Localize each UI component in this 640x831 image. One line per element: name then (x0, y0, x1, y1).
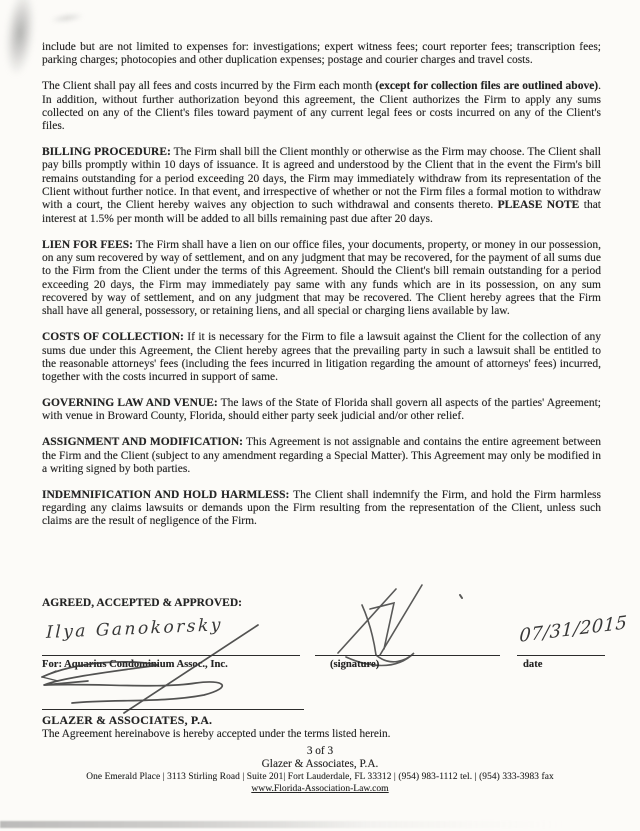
paragraph (42, 239, 601, 319)
scan-artifact-smudge (50, 12, 85, 25)
bold-text: (except for collection files are outlined above) (375, 80, 599, 93)
body-text: include but are not limited to expenses for: investigations; expert witness fees; court reporter fees; transcription fees; parking charges; photocopies and other duplication expenses; postage and courier charges and travel costs. (42, 41, 601, 67)
body-text: If it is necessary for the Firm to file a lawsuit against the Client for the collection of any sums due under this Agreement, the Client hereby agrees that the prevailing party in such a lawsuit shall be entitled to the reasonable attorneys' fees (including the fees incurred in litigation regarding the amount of attorneys' fees) incurred, together with the costs incurred in support of same. (42, 331, 602, 384)
paragraph (42, 397, 601, 424)
body-text: The Client shall indemnify the Firm, and hold the Firm harmless regarding any claims lawsuits or demands upon the Firm resulting from the representation of the Client, unless such claims are the result of negligence of the Firm. (42, 488, 602, 528)
footer-website-link[interactable]: www.Florida-Association-Law.com (251, 783, 389, 794)
body-text: The Firm shall have a lien on our office files, your documents, property, or money in our possession, on any sum recovered by way of settlement, and on any judgment that may be recovered, for the payment of all sums due to the Firm from the Client under the terms of this Agreement. Should the Client's bill remain outstanding for a period exceeding 20 days, the Firm may immediately pay same with any funds which are in its possession, on any sum recovered by way of settlement, and on any judgment that may be recovered. The Client hereby agrees that the Firm shall have all general, possessory, or retaining liens, and all special or charging liens available by law. (42, 238, 601, 318)
paragraph (42, 489, 601, 529)
bold-text: PLEASE NOTE (497, 199, 580, 212)
paragraph (42, 41, 601, 68)
scan-artifact-corner (2, 0, 39, 77)
body-text: that interest at 1.5% per month will be added to all bills remaining past due after 20 days. (42, 199, 602, 225)
page-number: 3 of 3 (306, 745, 334, 757)
date-label: date (523, 659, 543, 670)
body-text: This Agreement is not assignable and contains the entire agreement between the Firm and the Client (subject to any amendment regarding a Special Matter). This Agreement may only be modified in a writing signed by both parties. (42, 436, 601, 475)
acceptance-statement: The Agreement hereinabove is hereby accepted under the terms listed herein. (42, 728, 391, 740)
signer-for-label: For: Aquarius Condominium Assoc., Inc. (42, 659, 228, 670)
paragraph (42, 331, 601, 384)
section-heading: COSTS OF COLLECTION: (42, 331, 184, 344)
agreed-heading: AGREED, ACCEPTED & APPROVED: (42, 597, 242, 609)
signer-handwritten-name: Ilya Ganokorsky (45, 615, 224, 643)
handwritten-date: 07/31/2015 (518, 612, 628, 647)
section-heading: GOVERNING LAW AND VENUE: (42, 397, 218, 410)
scan-artifact-bottom-band (0, 821, 565, 828)
signature-line (315, 655, 500, 656)
body-text: The Firm shall bill the Client monthly or otherwise as the Firm may choose. The Client shall pay bills promptly within 10 days of issuance. It is agreed and understood by the Client that in the event the Firm's bill remains outstanding for a period exceeding 20 days, the Firm may immediately withdraw from its representation of the Client without further notice. In that event, and irrespective of whether or not the Firm files a formal motion to withdraw with a court, the Client hereby waives any objection to such withdrawal and consents thereto. (42, 146, 601, 212)
section-heading: BILLING PROCEDURE: (42, 146, 171, 159)
page-footer (0, 745, 640, 795)
body-text: The laws of the State of Florida shall govern all aspects of the parties' Agreement; with venue in Broward County, Florida, should either party seek judicial and/or other relief. (42, 397, 601, 423)
agreement-body (42, 41, 601, 541)
footer-address: One Emerald Place | 3113 Stirling Road | Suite 201| Fort Lauderdale, FL 33312 | (954) 983-1112 tel. | (954) 333-3983 fax (86, 772, 554, 782)
signature-label: (signature) (330, 659, 380, 670)
firm-name: GLAZER & ASSOCIATES, P.A. (42, 713, 213, 727)
firm-signature-line (42, 709, 304, 710)
paragraph (42, 80, 601, 133)
section-heading: LIEN FOR FEES: (42, 238, 133, 251)
date-line (517, 655, 605, 656)
footer-firm-name: Glazer & Associates, P.A. (261, 758, 379, 770)
section-heading: ASSIGNMENT AND MODIFICATION: (42, 436, 243, 449)
paragraph (42, 146, 601, 226)
body-text: . In addition, without further authorization beyond this agreement, the Client authorizes the Firm to apply any sums collected on any of the Client's files toward payment of any current legal fees or costs incurred on any of the Client's files. (42, 80, 602, 133)
paragraph (42, 436, 601, 476)
signer-signature-line (42, 655, 300, 656)
section-heading: INDEMNIFICATION AND HOLD HARMLESS: (42, 488, 290, 501)
body-text: The Client shall pay all fees and costs incurred by the Firm each month (42, 80, 376, 93)
signature-section (42, 597, 628, 747)
